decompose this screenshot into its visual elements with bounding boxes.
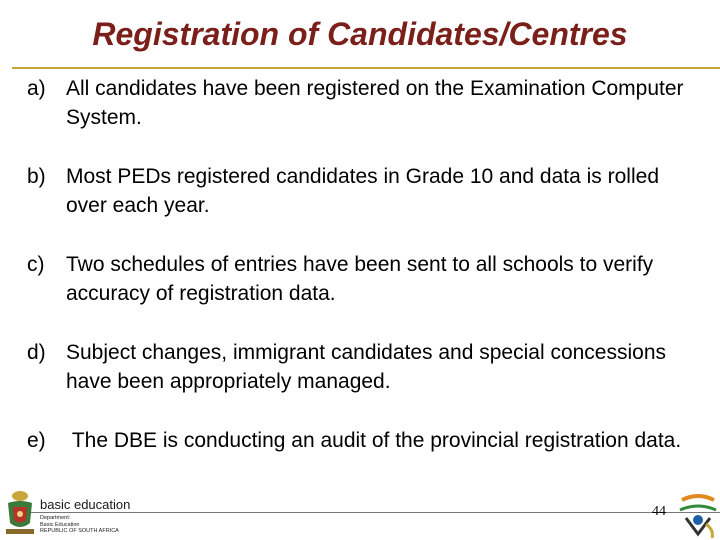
list-item [27, 250, 687, 308]
title-divider [12, 67, 720, 69]
page-number: 44 [652, 504, 666, 519]
list-marker: b) [27, 165, 46, 188]
list-item [27, 74, 687, 132]
coat-of-arms-icon [2, 489, 38, 537]
list-marker: c) [27, 253, 45, 276]
department-name: basic education [40, 497, 131, 512]
page-title: Registration of Candidates/Centres [92, 16, 628, 52]
list-marker: a) [27, 77, 46, 100]
list-item-text: Most PEDs registered candidates in Grade 10 and data is rolled over each year. [66, 165, 659, 217]
list-item-text: Subject changes, immigrant candidates and special concessions have been appropriately managed. [66, 341, 667, 393]
anniversary-emblem-icon [676, 490, 720, 540]
list-item-text: The DBE is conducting an audit of the provincial registration data. [66, 429, 682, 452]
list-item-text: All candidates have been registered on the Examination Computer System. [66, 77, 684, 129]
list-marker: d) [27, 341, 46, 364]
bullet-list [27, 74, 687, 485]
department-line: REPUBLIC OF SOUTH AFRICA [40, 528, 119, 534]
list-item [27, 162, 687, 220]
list-item-text: Two schedules of entries have been sent to all schools to verify accuracy of registration data. [66, 253, 654, 305]
department-logo-text [40, 498, 150, 535]
list-marker: e) [27, 429, 46, 452]
list-item [27, 338, 687, 396]
list-item [27, 426, 687, 455]
department-line: Basic Education [40, 521, 80, 528]
department-line: Department: [40, 515, 71, 521]
